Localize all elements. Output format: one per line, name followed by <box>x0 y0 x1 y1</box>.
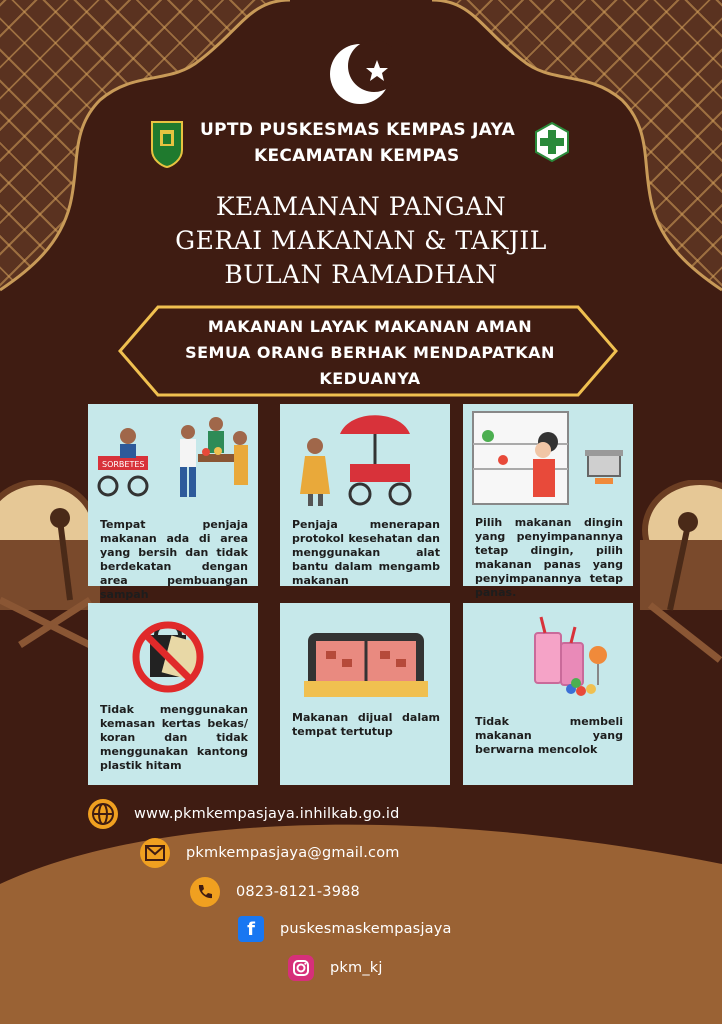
fridge-illustration <box>463 404 633 514</box>
crescent-moon-icon <box>330 38 392 108</box>
puskesmas-logo <box>534 122 570 162</box>
phone-icon <box>190 877 220 907</box>
card-text: Tidak menggunakan kemasan kertas bekas/ koran dan tidak menggunakan kantong plastik hitam <box>100 703 248 772</box>
contact-facebook[interactable] <box>238 916 452 942</box>
title-line-1: KEAMANAN PANGAN <box>215 192 507 221</box>
card-text: Penjaja menerapan protokol kesehatan dan menggunakan alat bantu dalam mengamb makanan <box>292 518 440 587</box>
contact-phone[interactable] <box>190 877 360 907</box>
display-case-illustration <box>280 603 450 713</box>
vendor-cart-illustration <box>280 404 450 514</box>
phone-number[interactable]: 0823-8121-3988 <box>236 884 360 900</box>
org-district: KECAMATAN KEMPAS <box>254 146 460 166</box>
card-text: Pilih makanan dingin yang penyimpanannya tetap dingin, pilih makanan panas yang penyimpanannya tetap panas. <box>475 516 623 599</box>
drum-right-illustration <box>640 480 722 670</box>
slogan-line-2: SEMUA ORANG BERHAK MENDAPATKAN <box>185 343 555 362</box>
contact-website[interactable] <box>88 799 400 829</box>
title-line-2: GERAI MAKANAN & TAKJIL <box>175 226 547 255</box>
no-plastic-bag-illustration <box>88 603 258 713</box>
slogan-line-1: MAKANAN LAYAK MAKANAN AMAN <box>207 317 533 336</box>
svg-text:SORBETES: SORBETES <box>102 460 145 469</box>
contact-email[interactable] <box>140 838 400 868</box>
contact-instagram[interactable] <box>288 955 383 981</box>
card-vendor-protocol <box>280 404 450 586</box>
instagram-icon <box>288 955 314 981</box>
card-covered-food <box>280 603 450 785</box>
card-text: Tidak membeli makanan yang berwarna mencolok <box>475 715 623 756</box>
org-name: UPTD PUSKESMAS KEMPAS JAYA <box>200 120 516 140</box>
food-stall-illustration <box>88 404 258 514</box>
facebook-icon: f <box>238 916 264 942</box>
card-colors <box>463 603 633 785</box>
title-line-3: BULAN RAMADHAN <box>224 260 498 289</box>
instagram-handle[interactable]: pkm_kj <box>330 960 383 976</box>
mail-icon <box>140 838 170 868</box>
card-food-stall <box>88 404 258 601</box>
card-text: Tempat penjaja makanan ada di area yang bersih dan tidak berdekatan dengan area pembuangan sampah <box>100 518 248 601</box>
card-packaging <box>88 603 258 785</box>
card-text: Makanan dijual dalam tempat tertutup <box>292 711 440 738</box>
globe-icon <box>88 799 118 829</box>
website-link[interactable]: www.pkmkempasjaya.inhilkab.go.id <box>134 806 400 822</box>
card-temperature <box>463 404 633 599</box>
regency-emblem-logo <box>150 120 184 168</box>
email-link[interactable]: pkmkempasjaya@gmail.com <box>186 845 400 861</box>
facebook-handle[interactable]: puskesmaskempasjaya <box>280 921 452 937</box>
slogan-line-3: KEDUANYA <box>319 369 421 388</box>
colorful-drinks-illustration <box>463 603 633 713</box>
